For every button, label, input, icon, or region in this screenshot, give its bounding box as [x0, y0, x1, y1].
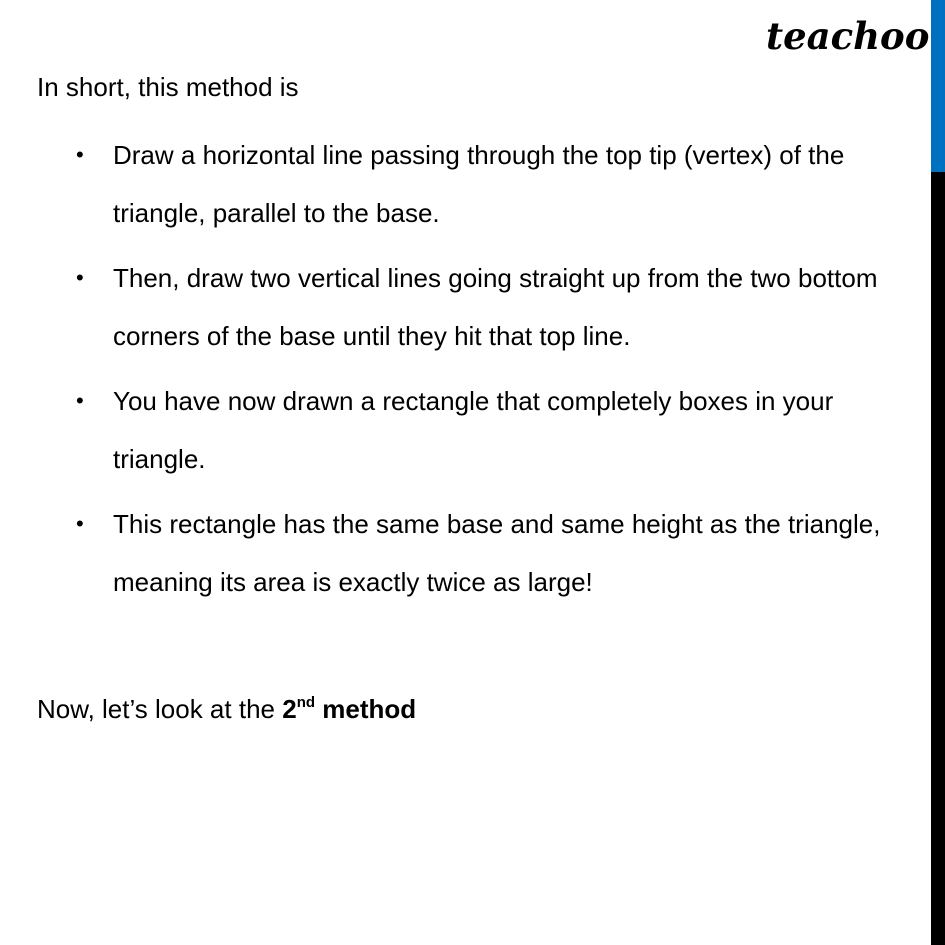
step-text: This rectangle has the same base and same height as the triangle, meaning its area is exactly twice as large! — [113, 509, 881, 597]
teachoo-logo: teachoo — [766, 14, 930, 58]
step-text: You have now drawn a rectangle that completely boxes in your triangle. — [113, 386, 834, 474]
list-item — [0, 495, 920, 611]
method-steps-list — [0, 126, 920, 618]
ordinal-superscript: nd — [296, 694, 316, 711]
right-sidebar-bar — [931, 0, 945, 945]
list-item — [0, 126, 920, 242]
bullet-icon: • — [76, 388, 84, 413]
bullet-icon: • — [76, 142, 84, 167]
method-word: method — [315, 694, 417, 724]
step-text: Draw a horizontal line passing through the top tip (vertex) of the triangle, parallel to the base. — [113, 140, 845, 228]
method-number-bold — [282, 694, 416, 724]
bullet-icon: • — [76, 265, 84, 290]
list-item — [0, 372, 920, 488]
list-item — [0, 249, 920, 365]
bullet-icon: • — [76, 511, 84, 536]
intro-text: In short, this method is — [37, 72, 299, 102]
closing-prefix: Now, let’s look at the — [37, 694, 283, 724]
sidebar-accent-blue — [931, 0, 945, 172]
method-number: 2 — [282, 694, 297, 724]
closing-text — [37, 692, 416, 726]
step-text: Then, draw two vertical lines going straight up from the two bottom corners of the base until they hit that top line. — [113, 263, 878, 351]
